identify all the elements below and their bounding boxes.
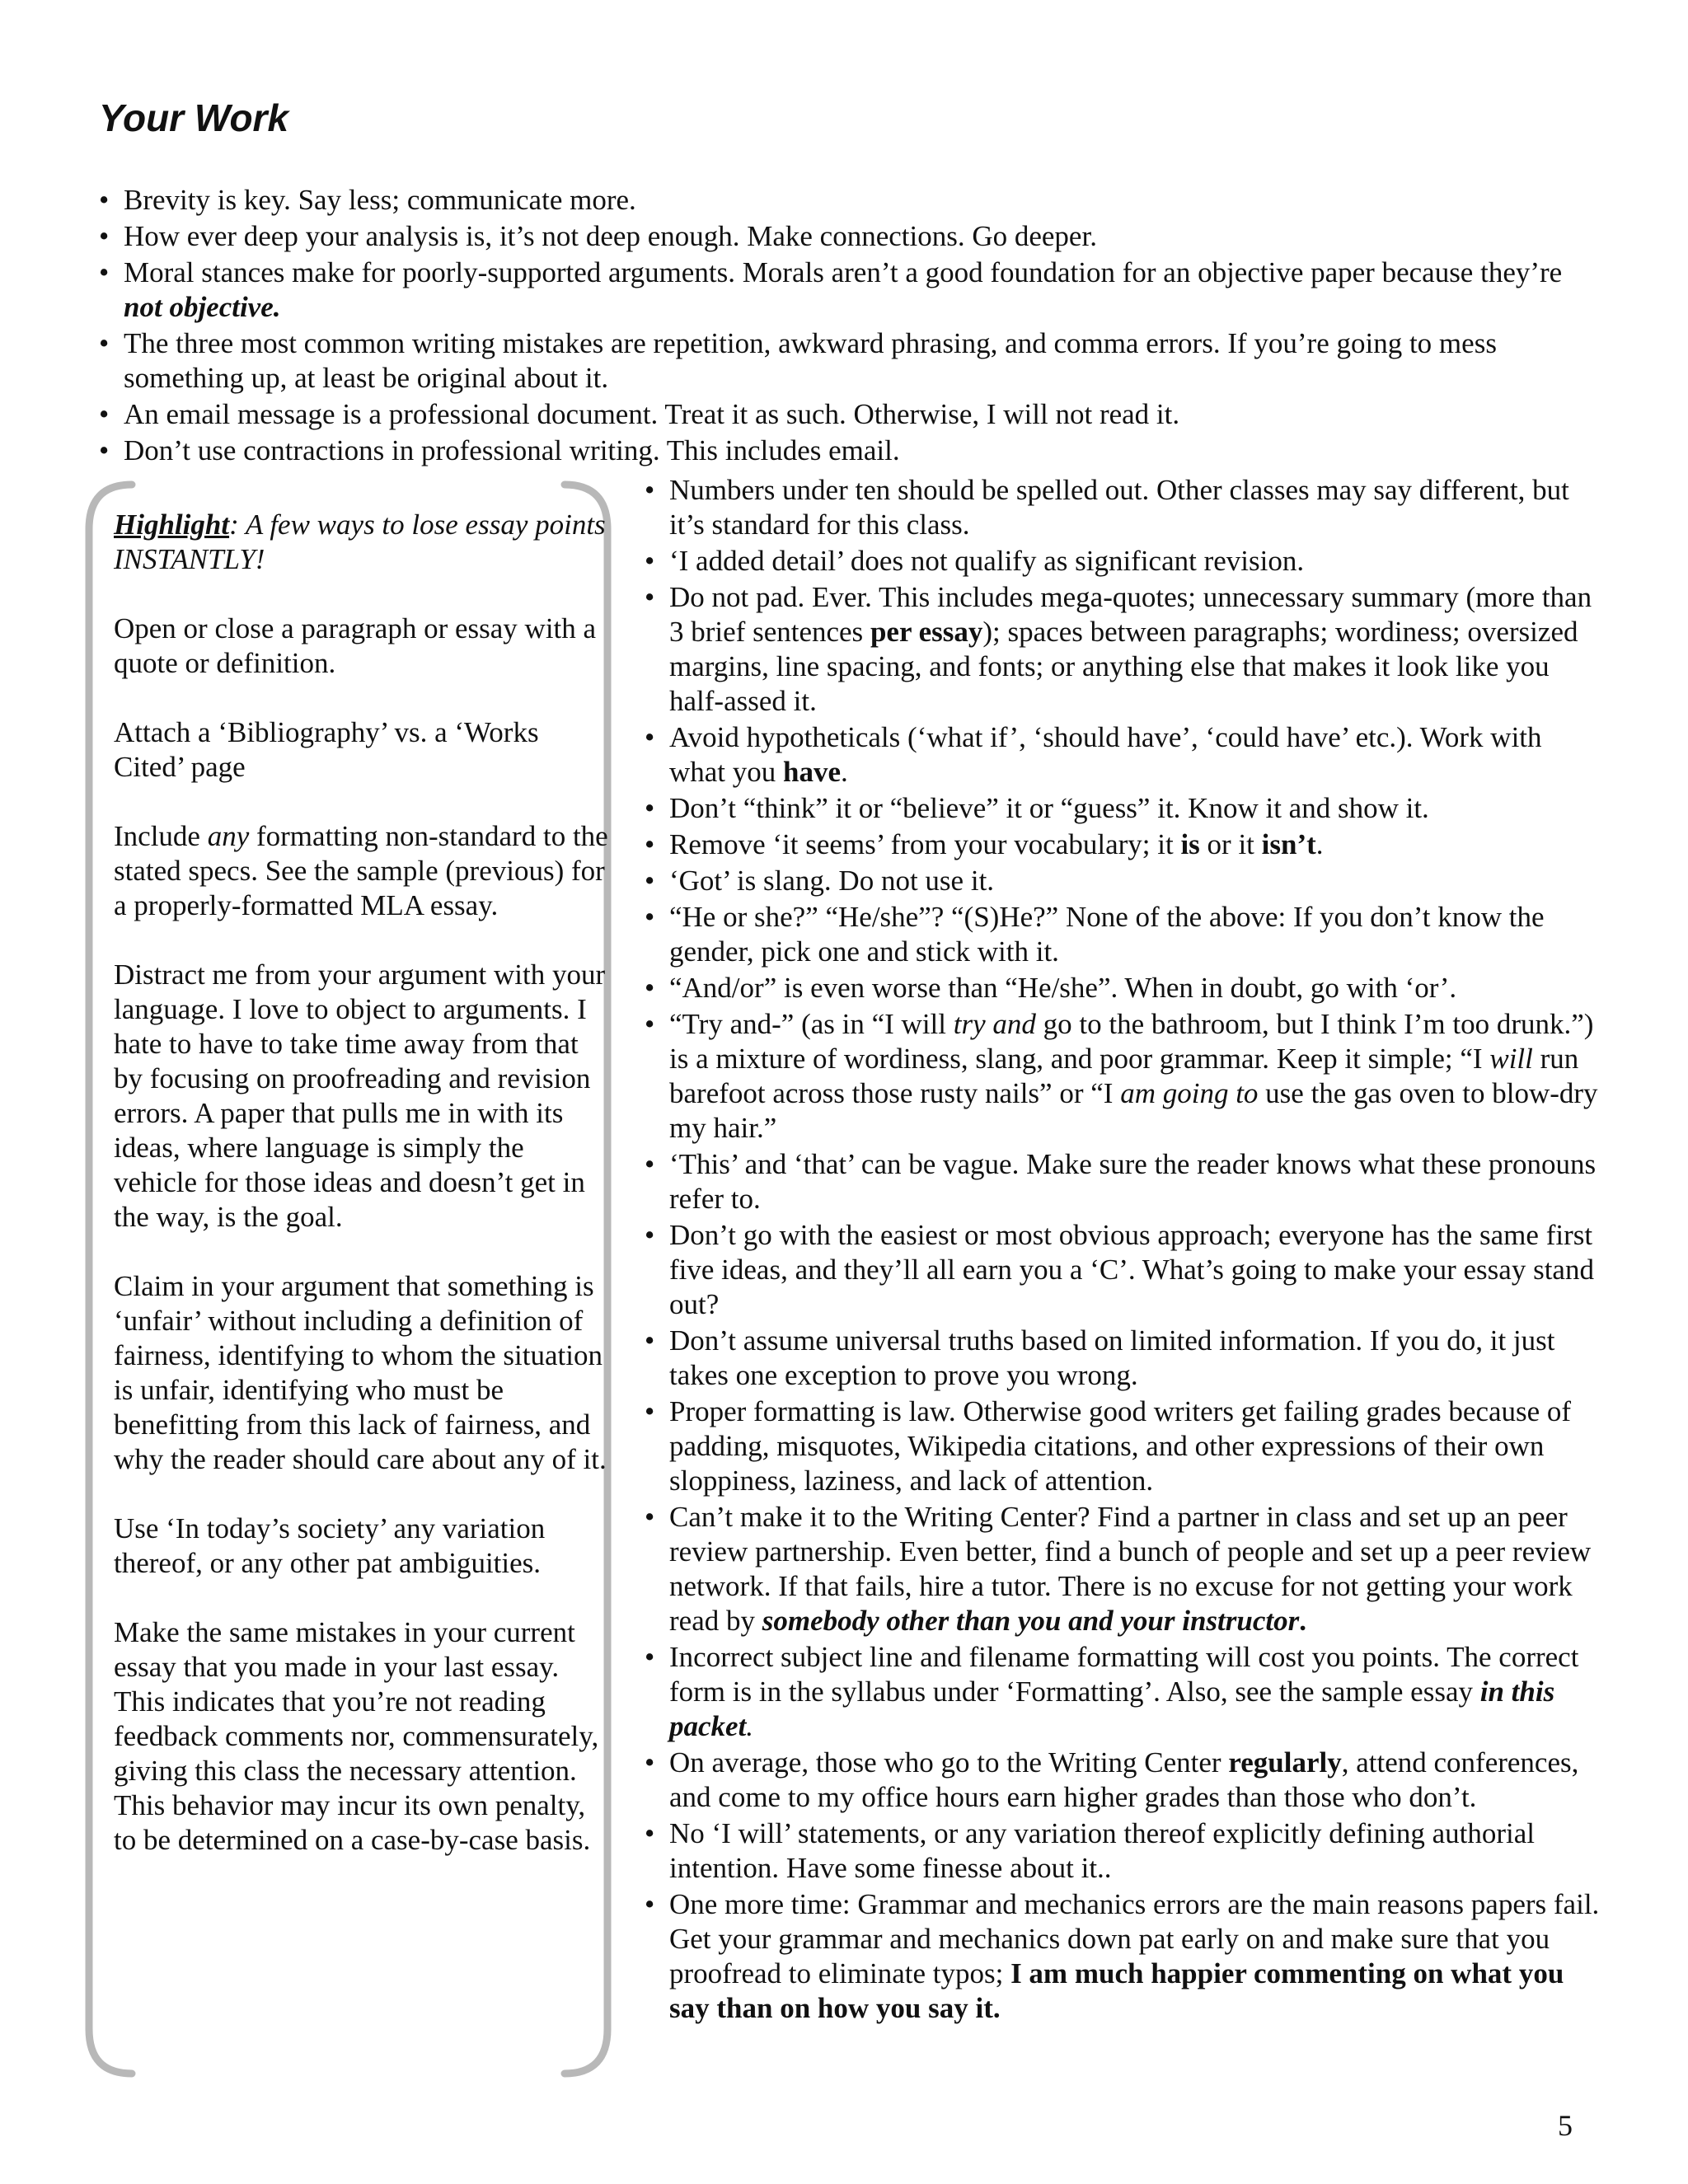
text-segment: Claim in your argument that something is ‘unfair’ without including a definition of fairness, identifying to whom the situation is unfair, identifying who must be benefitting from this lack of fairness, and why the reader should care about any of it. <box>114 1270 607 1475</box>
text-segment: ‘Got’ is slang. Do not use it. <box>669 865 995 897</box>
sidebar-paragraphs <box>114 612 608 1858</box>
text-segment: ‘This’ and ‘that’ can be vague. Make sure the reader knows what these pronouns refer to. <box>669 1148 1597 1215</box>
bullet-item <box>99 434 1582 468</box>
text-run: will <box>1489 1043 1533 1075</box>
bullet-item <box>645 1746 1601 1815</box>
text-segment: The three most common writing mistakes are repetition, awkward phrasing, and comma errors. If you’re going to mess something up, at least be original about it. <box>124 327 1497 394</box>
text-segment <box>954 1008 1036 1040</box>
text-segment: Include <box>114 820 208 852</box>
text-segment: ‘I added detail’ does not qualify as significant revision. <box>669 545 1305 577</box>
bullet-item <box>99 255 1582 325</box>
text-segment: Use ‘In today’s society’ any variation thereof, or any other pat ambiguities. <box>114 1512 546 1579</box>
bullet-item <box>99 219 1582 254</box>
text-segment: , attend conferences, and come to my office hours earn higher grades than those who don’t. <box>669 1746 1579 1813</box>
text-segment <box>1180 828 1199 860</box>
text-segment: Attach a ‘Bibliography’ vs. a ‘Works Cited’ page <box>114 716 539 783</box>
text-segment: One more time: Grammar and mechanics errors are the main reasons papers fail. Get your grammar and mechanics down pat early on and make sure that you proofread to eliminate typos; <box>669 1888 1600 1990</box>
highlight-label: Highlight <box>114 509 230 541</box>
text-segment: Brevity is key. Say less; communicate more. <box>124 184 636 216</box>
text-segment <box>1299 1605 1306 1637</box>
text-segment: Do not pad. Ever. This includes mega-quotes; unnecessary summary (more than 3 brief sentences <box>669 581 1592 648</box>
text-run: try and <box>953 1008 1036 1040</box>
text-run: in this packet <box>669 1675 1555 1742</box>
text-segment: Proper formatting is law. Otherwise good writers get failing grades because of padding, misquotes, Wikipedia citations, and other expressions of their own sloppiness, laziness, and lack of attention. <box>669 1395 1572 1497</box>
text-segment: run barefoot across those rusty nails” or “I <box>669 1043 1579 1109</box>
bullet-item <box>645 473 1601 542</box>
text-run: . <box>746 1710 754 1742</box>
right-bullet-list <box>645 473 1601 2027</box>
top-bullet-list <box>99 183 1582 470</box>
bullet-item <box>645 791 1601 826</box>
bullet-item <box>645 580 1601 719</box>
text-segment <box>762 1605 1300 1637</box>
text-segment <box>870 616 982 648</box>
sidebar-paragraph <box>114 612 608 681</box>
bullet-item <box>645 1500 1601 1638</box>
text-segment: An email message is a professional document. Treat it as such. Otherwise, I will not read it. <box>124 398 1180 430</box>
text-segment: Distract me from your argument with your language. I love to object to arguments. I hate to have to take time away from that by focusing on proofreading and revision errors. A paper that pulls me in with its ideas, where language is simply the vehicle for those ideas and doesn’t get in the way, is the goal. <box>114 958 606 1233</box>
text-segment: “And/or” is even worse than “He/she”. When in doubt, go with ‘or’. <box>669 972 1457 1004</box>
text-segment: Moral stances make for poorly-supported arguments. Morals aren’t a good foundation for an objective paper because they’re <box>124 256 1563 288</box>
text-segment: ); spaces between paragraphs; wordiness; oversized margins, line spacing, and fonts; or anything else that makes it look like you half-assed it. <box>669 616 1578 717</box>
text-segment: Don’t “think” it or “believe” it or “guess” it. Know it and show it. <box>669 792 1429 824</box>
text-run: any <box>207 820 250 852</box>
bullet-item <box>645 1887 1601 2026</box>
text-segment: Open or close a paragraph or essay with a quote or definition. <box>114 612 597 679</box>
text-segment <box>124 291 281 323</box>
text-segment: “He or she?” “He/she”? “(S)He?” None of the above: If you don’t know the gender, pick one and stick with it. <box>669 901 1545 968</box>
page-number: 5 <box>1558 2109 1573 2142</box>
text-segment: Incorrect subject line and filename formatting will cost you points. The correct form is in the syllabus under ‘Formatting’. Also, see the sample essay <box>669 1641 1579 1708</box>
text-segment: Don’t assume universal truths based on limited information. If you do, it just takes one exception to prove you wrong. <box>669 1324 1555 1391</box>
sidebar-paragraph <box>114 1511 608 1581</box>
bullet-item <box>645 1007 1601 1146</box>
text-run: I am much happier commenting on what you say than on how you say it. <box>669 1957 1564 2024</box>
bullet-item <box>645 1394 1601 1498</box>
text-segment <box>208 820 250 852</box>
text-run: am going to <box>1120 1077 1259 1109</box>
text-segment: go to the bathroom, but I think I’m too drunk.”) is a mixture of wordiness, slang, and poor grammar. Keep it simple; “I <box>669 1008 1594 1075</box>
text-run: somebody other than you and your instructor <box>762 1605 1300 1637</box>
bullet-item <box>645 1324 1601 1393</box>
text-segment: “Try and-” (as in “I will <box>669 1008 954 1040</box>
sidebar-paragraph <box>114 819 608 923</box>
sidebar-paragraph <box>114 958 608 1235</box>
bullet-item <box>645 720 1601 790</box>
text-run: . <box>1299 1605 1306 1637</box>
bullet-item <box>99 326 1582 396</box>
text-segment: . <box>1315 828 1324 860</box>
text-segment <box>783 756 841 788</box>
text-run: is <box>1180 828 1200 860</box>
text-run: per essay <box>870 616 983 648</box>
sidebar-paragraph <box>114 715 608 785</box>
bullet-item <box>645 544 1601 579</box>
text-segment <box>1120 1077 1258 1109</box>
text-segment <box>1228 1746 1341 1779</box>
bullet-item <box>99 397 1582 432</box>
text-segment: Don’t go with the easiest or most obvious approach; everyone has the same first five ideas, and they’ll all earn you a ‘C’. What’s going to make your essay stand out? <box>669 1219 1594 1320</box>
bullet-item <box>645 900 1601 969</box>
text-segment: Make the same mistakes in your current essay that you made in your last essay. This indicates that you’re not reading feedback comments nor, commensurately, giving this class the necessary attention. This behavior may incur its own penalty, to be determined on a case-by-case basis. <box>114 1616 599 1856</box>
text-segment: or it <box>1199 828 1262 860</box>
page-heading: Your Work <box>99 96 289 139</box>
text-run: have <box>783 756 842 788</box>
bullet-item <box>645 1218 1601 1322</box>
bullet-item <box>99 183 1582 218</box>
bullet-item <box>645 827 1601 862</box>
bullet-item <box>645 864 1601 898</box>
sidebar-title-text: : A few ways to lose essay points INSTANTLY! <box>114 509 606 575</box>
text-segment: formatting non-standard to the stated specs. See the sample (previous) for a properly-formatted MLA essay. <box>114 820 608 921</box>
text-run: not objective. <box>124 291 281 323</box>
text-segment: No ‘I will’ statements, or any variation thereof explicitly defining authorial intention. Have some finesse about it.. <box>669 1817 1535 1884</box>
text-segment: On average, those who go to the Writing Center <box>669 1746 1229 1779</box>
text-segment <box>1262 828 1316 860</box>
text-run: regularly <box>1228 1746 1342 1779</box>
text-segment: Can’t make it to the Writing Center? Find a partner in class and set up an peer review partnership. Even better, find a bunch of people and set up a peer review network. If that fails, hire a tutor. There is no excuse for not getting your work read by <box>669 1501 1592 1637</box>
bullet-item <box>645 1816 1601 1886</box>
bullet-item <box>645 1640 1601 1744</box>
text-segment: How ever deep your analysis is, it’s not deep enough. Make connections. Go deeper. <box>124 220 1097 252</box>
sidebar-title <box>114 508 608 577</box>
text-segment: Remove ‘it seems’ from your vocabulary; it <box>669 828 1181 860</box>
sidebar-paragraph <box>114 1269 608 1477</box>
text-segment: Avoid hypotheticals (‘what if’, ‘should have’, ‘could have’ etc.). Work with what you <box>669 721 1542 788</box>
text-segment: Don’t use contractions in professional writing. This includes email. <box>124 434 900 466</box>
text-segment <box>746 1710 753 1742</box>
text-segment: . <box>841 756 848 788</box>
text-segment <box>1489 1043 1533 1075</box>
bullet-item <box>645 971 1601 1005</box>
sidebar-paragraph <box>114 1615 608 1858</box>
bullet-item <box>645 1147 1601 1216</box>
text-segment: use the gas oven to blow-dry my hair.” <box>669 1077 1598 1144</box>
text-segment: Numbers under ten should be spelled out. Other classes may say different, but it’s standard for this class. <box>669 474 1569 541</box>
sidebar-content <box>114 508 608 1892</box>
highlight-sidebar <box>82 480 614 2079</box>
text-run: isn’t <box>1261 828 1316 860</box>
